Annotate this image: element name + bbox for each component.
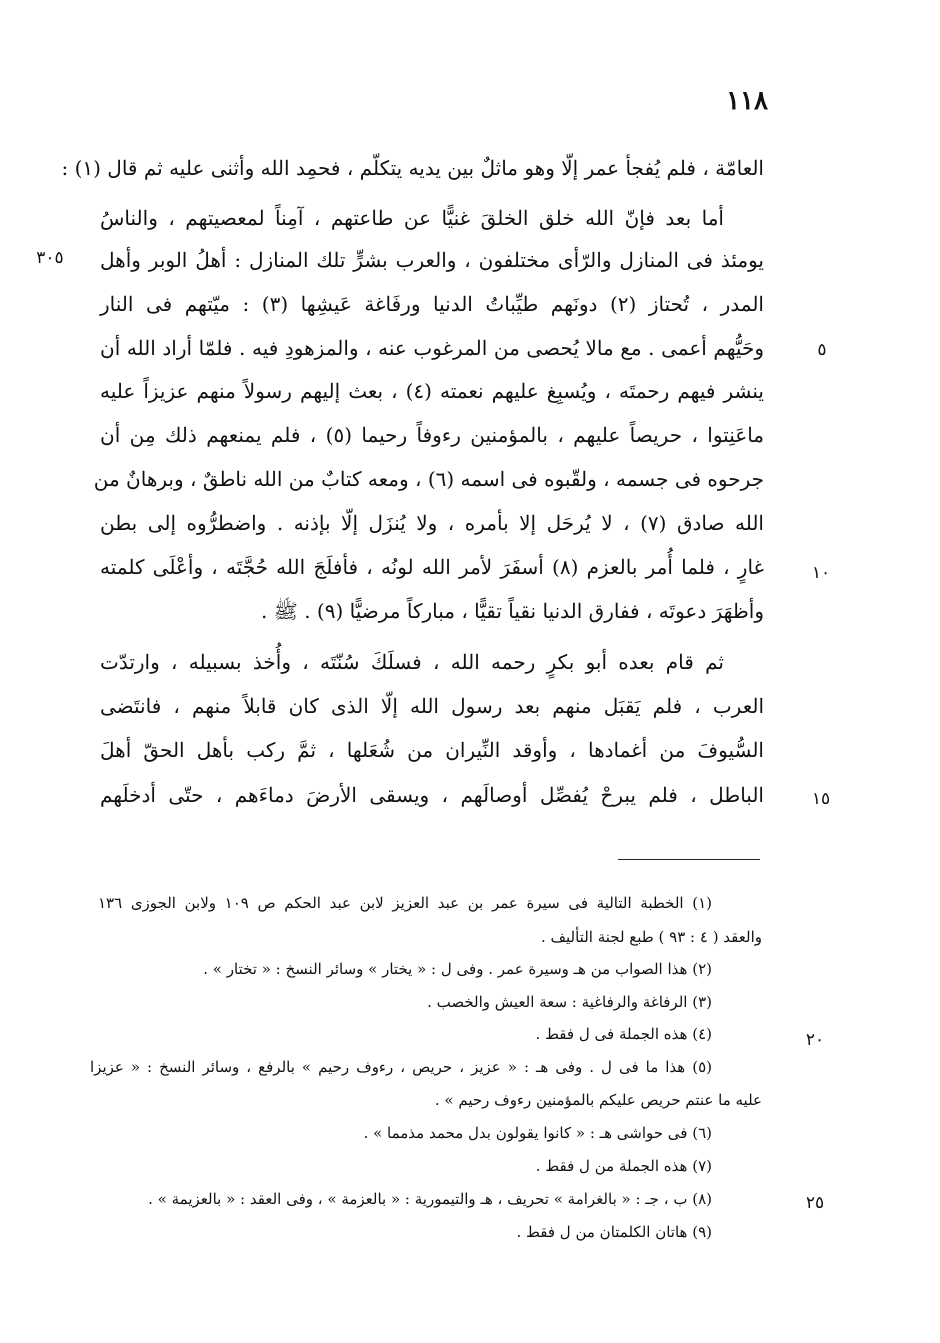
footnote-line: (٨) ب ، جـ : « بالغرامة » تحريف ، هـ والتيمورية : « بالعزمة » ، وفى العقد : « بالعزيمة » . bbox=[148, 1190, 712, 1208]
footnote-line: (٧) هذه الجملة من ل فقط . bbox=[535, 1157, 712, 1175]
margin-line-number: ٢٠ bbox=[805, 1030, 825, 1050]
margin-line-number: ٣٠٥ bbox=[36, 248, 64, 268]
body-line: المدر ، تُحتاز (٢) دونَهم طيِّباتُ الدنيا ورفَاغة عَيشِها (٣) : ميّتهم فى النار bbox=[100, 292, 764, 316]
margin-line-number: ١٥ bbox=[811, 789, 831, 809]
footnote-line: (١) الخطبة التالية فى سيرة عمر بن عبد العزيز لابن عبد الحكم ص ١٠٩ ولابن الجوزى ١٣٦ bbox=[98, 894, 712, 912]
body-line: أما بعد فإنّ الله خلق الخلقَ غنيًّا عن طاعتهم ، آمِناً لمعصيتهم ، والناسُ bbox=[100, 206, 724, 230]
footnote-line: عليه ما عنتم حريص عليكم بالمؤمنين رءوف رحيم » . bbox=[434, 1091, 762, 1109]
body-line: الله صادق (٧) ، لا يُرحَل إلا بأمره ، ولا يُنزَل إلّا بإذنه . واضطرُّوه إلى بطن bbox=[100, 511, 764, 535]
margin-line-number: ١٠ bbox=[811, 563, 831, 583]
footnote-separator bbox=[618, 859, 760, 860]
footnote-line: (٩) هاتان الكلمتان من ل فقط . bbox=[516, 1223, 712, 1241]
body-line: العامّة ، فلم يُفجأ عمر إلّا وهو ماثلٌ بين يديه يتكلّم ، فحمِد الله وأثنى عليه ثم قال (١) : bbox=[61, 156, 764, 180]
body-line: يومئذ فى المنازل والرّأى مختلفون ، والعرب بشرٍّ تلك المنازل : أهلُ الوبر وأهل bbox=[100, 248, 764, 272]
margin-line-number: ٥ bbox=[817, 340, 827, 360]
body-line: ينشر فيهم رحمتَه ، ويُسبِغ عليهم نعمته (٤) ، بعث إليهم رسولاً منهم عزيزاً عليه bbox=[100, 379, 764, 403]
body-line: غارٍ ، فلما أُمر بالعزم (٨) أسفَرَ لأمر الله لونُه ، فأفلَجَ الله حُجَّتَه ، وأعْلَى كلمته bbox=[100, 555, 764, 579]
body-line: ثم قام بعده أبو بكرٍ رحمه الله ، فسلَكَ سُنّتَه ، وأُخذ بسبيله ، وارتدّت bbox=[100, 650, 724, 674]
margin-line-number: ٢٥ bbox=[805, 1193, 825, 1213]
body-line: السُّيوفَ من أغمادها ، وأوقد النِّيران من شُعَلها ، ثمَّ ركب بأهل الحقّ أهلَ bbox=[100, 738, 764, 762]
footnote-line: (٢) هذا الصواب من هـ وسيرة عمر . وفى ل : « يختار » وسائر النسخ : « تختار » . bbox=[203, 960, 712, 978]
footnote-line: والعقد ( ٤ : ٩٣ ) طبع لجنة التأليف . bbox=[540, 928, 762, 946]
footnote-line: (٣) الرفاغة والرفاغية : سعة العيش والخصب . bbox=[427, 993, 712, 1011]
body-line: جرحوه فى جسمه ، ولقّبوه فى اسمه (٦) ، ومعه كتابٌ من الله ناطقٌ ، وبرهانٌ من bbox=[93, 467, 764, 491]
body-line: وأظهَرَ دعوتَه ، ففارق الدنيا نقياً تقيًّا ، مباركاً مرضيًّا (٩) . ﷺ . bbox=[260, 599, 764, 623]
page-number: ١١٨ bbox=[726, 86, 768, 116]
body-line: الباطل ، فلم يبرحْ يُفصِّل أوصالَهم ، ويسقى الأرضَ دماءَهم ، حتّى أدخلَهم bbox=[100, 783, 764, 807]
footnote-line: (٤) هذه الجملة فى ل فقط . bbox=[535, 1025, 712, 1043]
footnote-line: (٦) فى حواشى هـ : « كانوا يقولون بدل محمد مذمما » . bbox=[363, 1124, 712, 1142]
footnote-line: (٥) هذا ما فى ل . وفى هـ : « عزيز ، حريص ، رءوف رحيم » بالرفع ، وسائر النسخ : « عزيزا bbox=[90, 1058, 712, 1076]
body-line: وحَيُّهم أعمى . مع مالا يُحصى من المرغوب عنه ، والمزهودِ فيه . فلمّا أراد الله أن bbox=[100, 336, 764, 360]
body-line: ماعَنِتوا ، حريصاً عليهم ، بالمؤمنين رءوفاً رحيما (٥) ، فلم يمنعهم ذلك مِن أن bbox=[100, 423, 764, 447]
body-line: العرب ، فلم يَقبَل منهم بعد رسول الله إلّا الذى كان قابلاً منهم ، فانتَضى bbox=[100, 694, 764, 718]
